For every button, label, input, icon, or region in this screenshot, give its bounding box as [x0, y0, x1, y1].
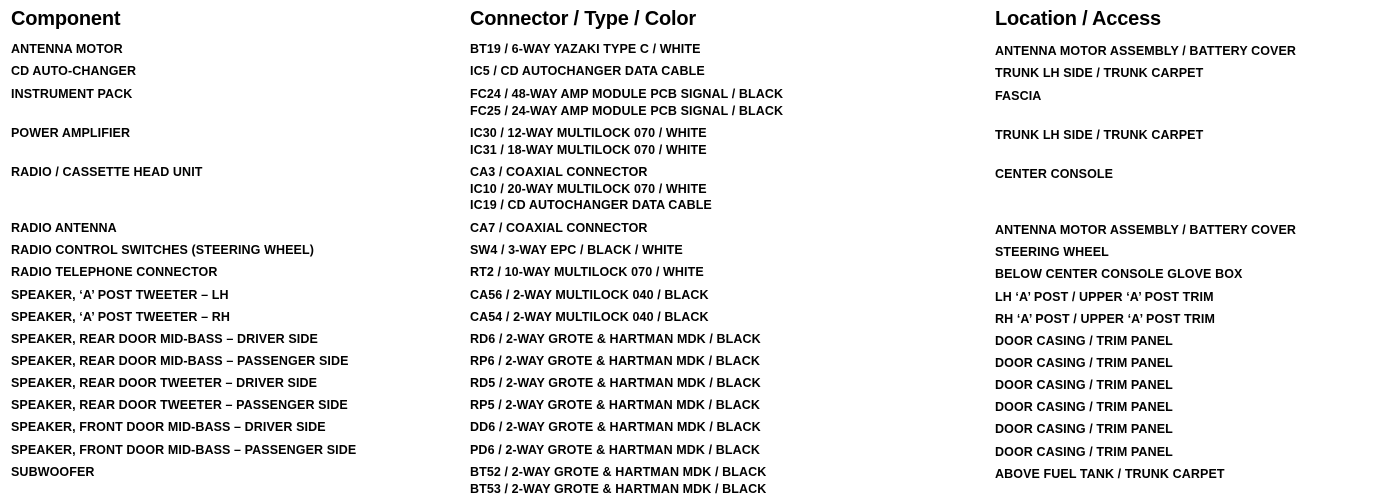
connector-line: BT52 / 2-WAY GROTE & HARTMAN MDK / BLACK	[470, 465, 767, 479]
header-component: Component	[11, 8, 121, 30]
connector-cell	[470, 442, 760, 459]
component-cell: RADIO CONTROL SWITCHES (STEERING WHEEL)	[11, 243, 314, 257]
connector-line: CA56 / 2-WAY MULTILOCK 040 / BLACK	[470, 288, 709, 302]
component-cell: SPEAKER, FRONT DOOR MID-BASS – DRIVER SIDE	[11, 420, 326, 434]
connector-line: SW4 / 3-WAY EPC / BLACK / WHITE	[470, 243, 683, 257]
connector-cell	[470, 397, 760, 414]
location-cell: TRUNK LH SIDE / TRUNK CARPET	[995, 66, 1204, 80]
component-cell: SPEAKER, ‘A’ POST TWEETER – LH	[11, 288, 229, 302]
connector-line: IC31 / 18-WAY MULTILOCK 070 / WHITE	[470, 142, 707, 157]
connector-line: DD6 / 2-WAY GROTE & HARTMAN MDK / BLACK	[470, 420, 761, 434]
connector-line: IC30 / 12-WAY MULTILOCK 070 / WHITE	[470, 126, 707, 140]
location-cell: LH ‘A’ POST / UPPER ‘A’ POST TRIM	[995, 290, 1214, 304]
location-cell: ANTENNA MOTOR ASSEMBLY / BATTERY COVER	[995, 44, 1297, 58]
component-cell: SPEAKER, REAR DOOR TWEETER – DRIVER SIDE	[11, 376, 318, 390]
connector-cell	[470, 309, 709, 326]
connector-cell	[470, 264, 704, 281]
location-cell: STEERING WHEEL	[995, 245, 1109, 259]
connector-line: BT53 / 2-WAY GROTE & HARTMAN MDK / BLACK	[470, 481, 767, 496]
component-cell: SPEAKER, REAR DOOR MID-BASS – PASSENGER SIDE	[11, 354, 349, 368]
connector-line: CA7 / COAXIAL CONNECTOR	[470, 221, 648, 235]
location-cell: BELOW CENTER CONSOLE GLOVE BOX	[995, 267, 1243, 281]
header-location: Location / Access	[995, 8, 1161, 30]
connector-cell	[470, 164, 712, 214]
connector-cell	[470, 125, 707, 158]
connector-line: FC24 / 48-WAY AMP MODULE PCB SIGNAL / BLACK	[470, 87, 784, 101]
component-cell: CD AUTO-CHANGER	[11, 64, 137, 78]
connector-cell	[470, 419, 761, 436]
location-cell: DOOR CASING / TRIM PANEL	[995, 400, 1173, 414]
connector-cell	[470, 331, 761, 348]
connector-cell	[470, 63, 705, 80]
location-cell: DOOR CASING / TRIM PANEL	[995, 422, 1173, 436]
location-cell: ABOVE FUEL TANK / TRUNK CARPET	[995, 467, 1225, 481]
location-cell: DOOR CASING / TRIM PANEL	[995, 445, 1173, 459]
connector-line: PD6 / 2-WAY GROTE & HARTMAN MDK / BLACK	[470, 443, 761, 457]
header-connector: Connector / Type / Color	[470, 8, 696, 30]
component-cell: RADIO TELEPHONE CONNECTOR	[11, 265, 218, 279]
component-cell: SUBWOOFER	[11, 465, 95, 479]
connector-cell	[470, 287, 709, 304]
connector-cell	[470, 41, 701, 58]
connector-cell	[470, 220, 648, 237]
location-cell: CENTER CONSOLE	[995, 167, 1114, 181]
connector-line: RP5 / 2-WAY GROTE & HARTMAN MDK / BLACK	[470, 398, 761, 412]
connector-line: IC19 / CD AUTOCHANGER DATA CABLE	[470, 198, 712, 212]
location-cell: ANTENNA MOTOR ASSEMBLY / BATTERY COVER	[995, 223, 1297, 237]
component-cell: SPEAKER, REAR DOOR MID-BASS – DRIVER SIDE	[11, 332, 318, 346]
connector-line: FC25 / 24-WAY AMP MODULE PCB SIGNAL / BLACK	[470, 103, 784, 118]
location-cell: RH ‘A’ POST / UPPER ‘A’ POST TRIM	[995, 312, 1216, 326]
component-cell: RADIO ANTENNA	[11, 221, 117, 235]
location-cell: DOOR CASING / TRIM PANEL	[995, 378, 1173, 392]
connector-line: RD6 / 2-WAY GROTE & HARTMAN MDK / BLACK	[470, 332, 761, 346]
connector-line: RT2 / 10-WAY MULTILOCK 070 / WHITE	[470, 265, 704, 279]
component-cell: INSTRUMENT PACK	[11, 87, 133, 101]
connector-line: RD5 / 2-WAY GROTE & HARTMAN MDK / BLACK	[470, 376, 761, 390]
connector-line: IC5 / CD AUTOCHANGER DATA CABLE	[470, 64, 705, 78]
connector-line: BT19 / 6-WAY YAZAKI TYPE C / WHITE	[470, 42, 701, 56]
component-cell: SPEAKER, REAR DOOR TWEETER – PASSENGER SIDE	[11, 398, 348, 412]
connector-cell	[470, 242, 683, 259]
connector-line: CA3 / COAXIAL CONNECTOR	[470, 165, 648, 179]
component-cell: ANTENNA MOTOR	[11, 42, 123, 56]
component-cell: SPEAKER, FRONT DOOR MID-BASS – PASSENGER SIDE	[11, 443, 357, 457]
location-cell: TRUNK LH SIDE / TRUNK CARPET	[995, 128, 1204, 142]
location-cell: FASCIA	[995, 89, 1042, 103]
component-cell: POWER AMPLIFIER	[11, 126, 131, 140]
connector-line: IC10 / 20-WAY MULTILOCK 070 / WHITE	[470, 181, 707, 196]
component-cell: RADIO / CASSETTE HEAD UNIT	[11, 165, 203, 179]
connector-cell	[470, 375, 761, 392]
connector-cell	[470, 464, 766, 497]
connector-cell	[470, 353, 760, 370]
location-cell: DOOR CASING / TRIM PANEL	[995, 334, 1173, 348]
connector-cell	[470, 86, 783, 119]
connector-line: RP6 / 2-WAY GROTE & HARTMAN MDK / BLACK	[470, 354, 761, 368]
component-cell: SPEAKER, ‘A’ POST TWEETER – RH	[11, 310, 231, 324]
location-cell: DOOR CASING / TRIM PANEL	[995, 356, 1173, 370]
connector-line: CA54 / 2-WAY MULTILOCK 040 / BLACK	[470, 310, 709, 324]
